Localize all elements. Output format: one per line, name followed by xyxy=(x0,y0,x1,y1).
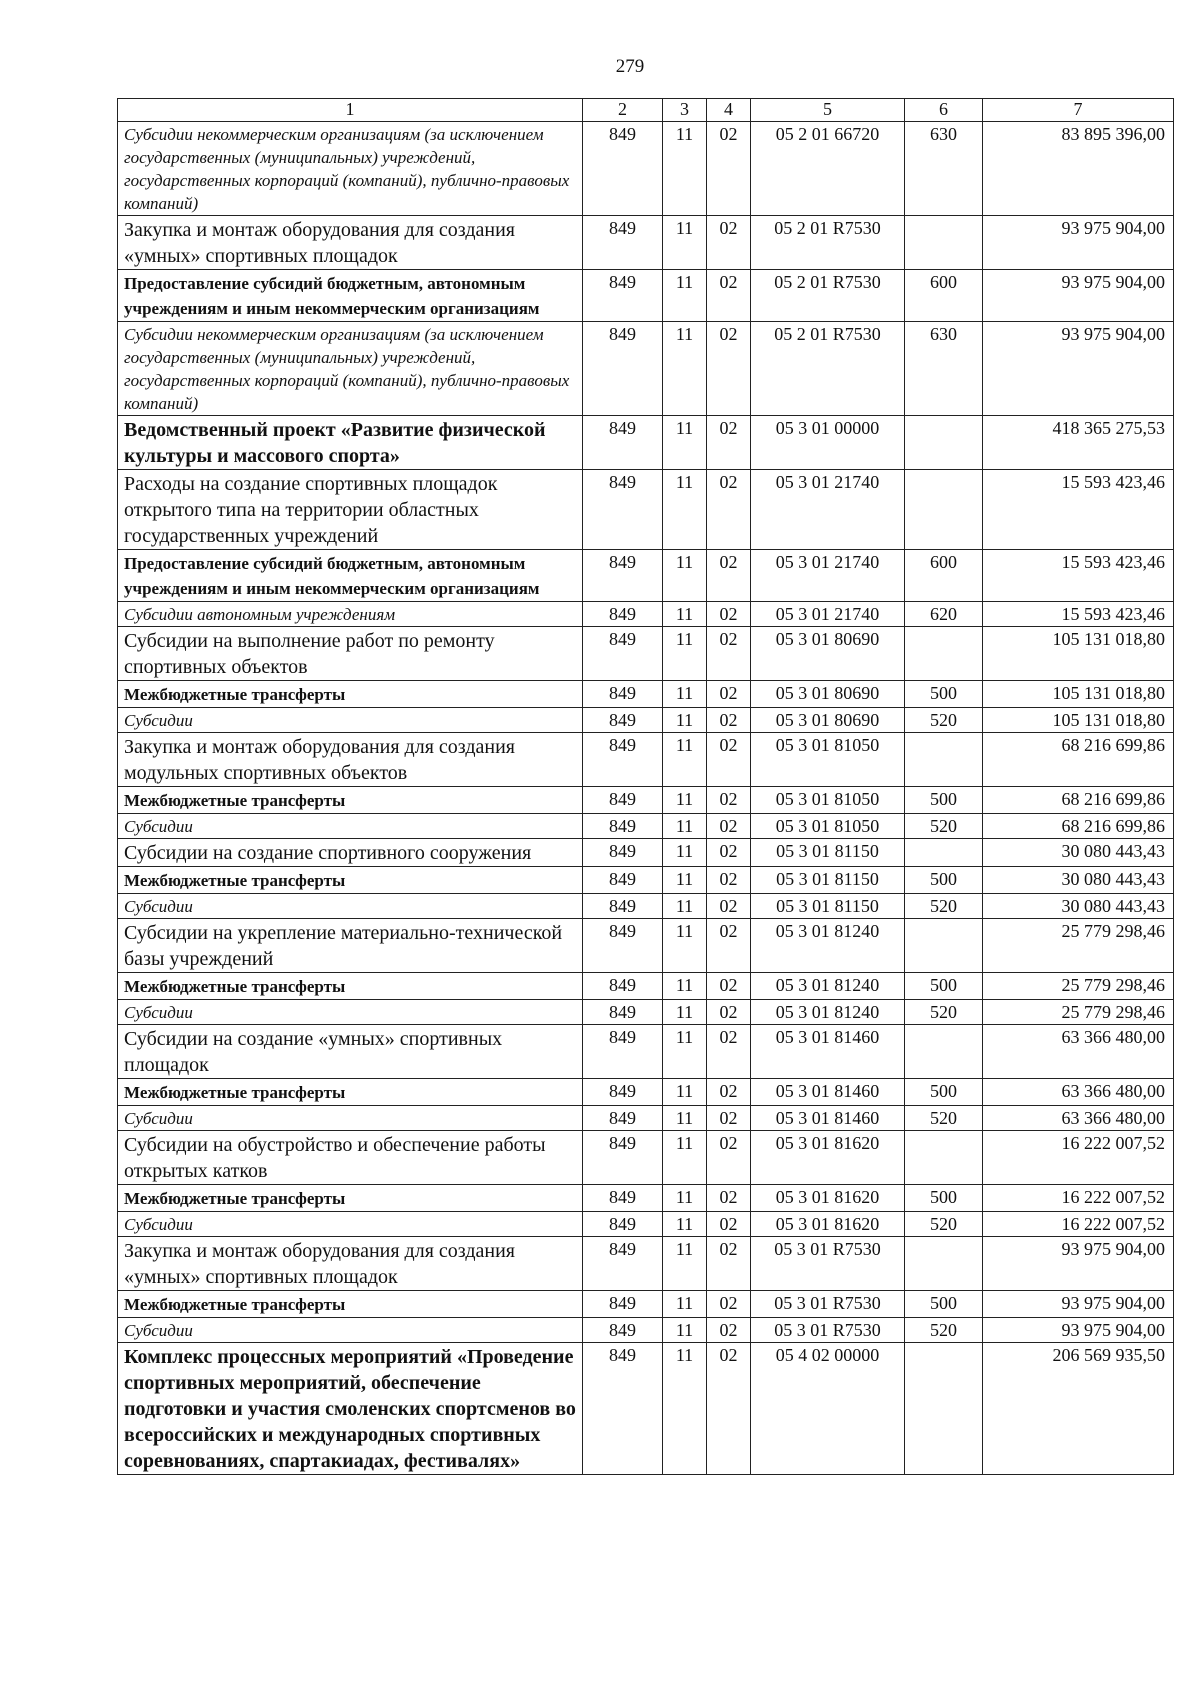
row-section-cell: 11 xyxy=(663,1318,707,1343)
row-expense-type-cell: 500 xyxy=(905,1291,983,1318)
row-expense-type-cell xyxy=(905,1343,983,1475)
row-admin-code-cell: 849 xyxy=(583,1212,663,1237)
row-admin-code-cell: 849 xyxy=(583,122,663,216)
row-section-cell: 11 xyxy=(663,973,707,1000)
row-section-cell: 11 xyxy=(663,1185,707,1212)
row-amount-cell: 15 593 423,46 xyxy=(983,470,1174,550)
row-section-cell: 11 xyxy=(663,1212,707,1237)
row-amount-cell: 93 975 904,00 xyxy=(983,270,1174,322)
row-section-cell: 11 xyxy=(663,814,707,839)
row-admin-code-cell: 849 xyxy=(583,708,663,733)
row-target-article-cell: 05 3 01 81460 xyxy=(751,1025,905,1079)
row-expense-type-cell xyxy=(905,1237,983,1291)
row-target-article-cell: 05 3 01 81050 xyxy=(751,787,905,814)
row-subsection-cell: 02 xyxy=(707,787,751,814)
table-row xyxy=(118,973,1174,1000)
column-header: 3 xyxy=(663,99,707,122)
row-expense-type-cell: 630 xyxy=(905,322,983,416)
row-amount-cell: 105 131 018,80 xyxy=(983,627,1174,681)
row-amount-cell: 16 222 007,52 xyxy=(983,1131,1174,1185)
row-amount-cell: 68 216 699,86 xyxy=(983,787,1174,814)
row-amount-cell: 63 366 480,00 xyxy=(983,1025,1174,1079)
table-row xyxy=(118,787,1174,814)
row-subsection-cell: 02 xyxy=(707,1025,751,1079)
table-row xyxy=(118,1000,1174,1025)
row-target-article-cell: 05 3 01 00000 xyxy=(751,416,905,470)
row-target-article-cell: 05 2 01 R7530 xyxy=(751,216,905,270)
row-name-cell: Субсидии xyxy=(118,814,583,839)
row-amount-cell: 105 131 018,80 xyxy=(983,681,1174,708)
row-name-cell: Предоставление субсидий бюджетным, автономным учреждениям и иным некоммерческим организациям xyxy=(118,270,583,322)
row-target-article-cell: 05 3 01 80690 xyxy=(751,708,905,733)
table-row xyxy=(118,1185,1174,1212)
table-row xyxy=(118,733,1174,787)
row-expense-type-cell xyxy=(905,1131,983,1185)
table-row xyxy=(118,416,1174,470)
page-number: 279 xyxy=(615,56,645,77)
row-name-cell: Межбюджетные трансферты xyxy=(118,1291,583,1318)
row-admin-code-cell: 849 xyxy=(583,681,663,708)
row-subsection-cell: 02 xyxy=(707,814,751,839)
row-subsection-cell: 02 xyxy=(707,1000,751,1025)
row-subsection-cell: 02 xyxy=(707,216,751,270)
table-row xyxy=(118,627,1174,681)
row-subsection-cell: 02 xyxy=(707,867,751,894)
table-header-row xyxy=(118,99,1174,122)
row-section-cell: 11 xyxy=(663,787,707,814)
row-target-article-cell: 05 3 01 81240 xyxy=(751,1000,905,1025)
row-admin-code-cell: 849 xyxy=(583,416,663,470)
row-section-cell: 11 xyxy=(663,1343,707,1475)
row-name-cell: Субсидии xyxy=(118,1000,583,1025)
row-section-cell: 11 xyxy=(663,1237,707,1291)
table-row xyxy=(118,270,1174,322)
row-admin-code-cell: 849 xyxy=(583,733,663,787)
row-amount-cell: 25 779 298,46 xyxy=(983,973,1174,1000)
row-subsection-cell: 02 xyxy=(707,1318,751,1343)
row-target-article-cell: 05 3 01 81240 xyxy=(751,919,905,973)
row-admin-code-cell: 849 xyxy=(583,1000,663,1025)
row-amount-cell: 15 593 423,46 xyxy=(983,602,1174,627)
row-amount-cell: 93 975 904,00 xyxy=(983,1291,1174,1318)
table-row xyxy=(118,1237,1174,1291)
row-admin-code-cell: 849 xyxy=(583,814,663,839)
table-row xyxy=(118,894,1174,919)
table-row xyxy=(118,1212,1174,1237)
row-target-article-cell: 05 3 01 21740 xyxy=(751,470,905,550)
row-name-cell: Межбюджетные трансферты xyxy=(118,867,583,894)
row-expense-type-cell: 520 xyxy=(905,1318,983,1343)
row-expense-type-cell: 520 xyxy=(905,814,983,839)
row-amount-cell: 418 365 275,53 xyxy=(983,416,1174,470)
row-expense-type-cell: 520 xyxy=(905,1106,983,1131)
row-subsection-cell: 02 xyxy=(707,416,751,470)
row-name-cell: Межбюджетные трансферты xyxy=(118,681,583,708)
table-row xyxy=(118,867,1174,894)
row-admin-code-cell: 849 xyxy=(583,602,663,627)
table-row xyxy=(118,1025,1174,1079)
table-row xyxy=(118,1291,1174,1318)
row-section-cell: 11 xyxy=(663,322,707,416)
row-section-cell: 11 xyxy=(663,416,707,470)
row-name-cell: Субсидии xyxy=(118,1106,583,1131)
row-admin-code-cell: 849 xyxy=(583,839,663,867)
row-subsection-cell: 02 xyxy=(707,1079,751,1106)
row-name-cell: Закупка и монтаж оборудования для создания «умных» спортивных площадок xyxy=(118,1237,583,1291)
row-expense-type-cell: 500 xyxy=(905,1185,983,1212)
row-amount-cell: 68 216 699,86 xyxy=(983,814,1174,839)
row-amount-cell: 93 975 904,00 xyxy=(983,322,1174,416)
table-row xyxy=(118,839,1174,867)
row-section-cell: 11 xyxy=(663,122,707,216)
row-target-article-cell: 05 3 01 81240 xyxy=(751,973,905,1000)
row-section-cell: 11 xyxy=(663,681,707,708)
row-expense-type-cell xyxy=(905,216,983,270)
table-row xyxy=(118,322,1174,416)
row-section-cell: 11 xyxy=(663,733,707,787)
row-admin-code-cell: 849 xyxy=(583,216,663,270)
row-name-cell: Субсидии xyxy=(118,708,583,733)
row-expense-type-cell: 600 xyxy=(905,550,983,602)
table-row xyxy=(118,1106,1174,1131)
row-section-cell: 11 xyxy=(663,867,707,894)
row-amount-cell: 68 216 699,86 xyxy=(983,733,1174,787)
row-subsection-cell: 02 xyxy=(707,681,751,708)
table-row xyxy=(118,216,1174,270)
row-target-article-cell: 05 3 01 81620 xyxy=(751,1212,905,1237)
row-section-cell: 11 xyxy=(663,550,707,602)
row-admin-code-cell: 849 xyxy=(583,1185,663,1212)
table-body xyxy=(118,122,1174,1475)
row-expense-type-cell xyxy=(905,733,983,787)
row-target-article-cell: 05 3 01 81150 xyxy=(751,867,905,894)
row-subsection-cell: 02 xyxy=(707,270,751,322)
row-expense-type-cell: 630 xyxy=(905,122,983,216)
row-target-article-cell: 05 3 01 81050 xyxy=(751,814,905,839)
row-section-cell: 11 xyxy=(663,919,707,973)
row-admin-code-cell: 849 xyxy=(583,1237,663,1291)
row-expense-type-cell: 620 xyxy=(905,602,983,627)
row-amount-cell: 93 975 904,00 xyxy=(983,216,1174,270)
row-target-article-cell: 05 2 01 R7530 xyxy=(751,322,905,416)
row-expense-type-cell: 520 xyxy=(905,1212,983,1237)
row-section-cell: 11 xyxy=(663,894,707,919)
row-subsection-cell: 02 xyxy=(707,1212,751,1237)
table-row xyxy=(118,602,1174,627)
table-row xyxy=(118,1131,1174,1185)
row-admin-code-cell: 849 xyxy=(583,1343,663,1475)
row-subsection-cell: 02 xyxy=(707,1237,751,1291)
row-name-cell: Субсидии xyxy=(118,1212,583,1237)
row-target-article-cell: 05 2 01 66720 xyxy=(751,122,905,216)
row-expense-type-cell: 520 xyxy=(905,894,983,919)
row-target-article-cell: 05 3 01 R7530 xyxy=(751,1237,905,1291)
column-header: 1 xyxy=(118,99,583,122)
row-amount-cell: 16 222 007,52 xyxy=(983,1212,1174,1237)
row-expense-type-cell: 500 xyxy=(905,787,983,814)
row-amount-cell: 16 222 007,52 xyxy=(983,1185,1174,1212)
row-section-cell: 11 xyxy=(663,1000,707,1025)
row-admin-code-cell: 849 xyxy=(583,787,663,814)
table-row xyxy=(118,708,1174,733)
row-name-cell: Субсидии xyxy=(118,894,583,919)
row-expense-type-cell xyxy=(905,1025,983,1079)
row-section-cell: 11 xyxy=(663,602,707,627)
row-expense-type-cell: 500 xyxy=(905,1079,983,1106)
row-subsection-cell: 02 xyxy=(707,733,751,787)
row-subsection-cell: 02 xyxy=(707,627,751,681)
row-target-article-cell: 05 3 01 R7530 xyxy=(751,1318,905,1343)
row-section-cell: 11 xyxy=(663,1291,707,1318)
table-row xyxy=(118,1318,1174,1343)
row-admin-code-cell: 849 xyxy=(583,1291,663,1318)
row-target-article-cell: 05 3 01 R7530 xyxy=(751,1291,905,1318)
row-target-article-cell: 05 3 01 21740 xyxy=(751,602,905,627)
row-name-cell: Расходы на создание спортивных площадок открытого типа на территории областных государственных учреждений xyxy=(118,470,583,550)
row-subsection-cell: 02 xyxy=(707,322,751,416)
row-name-cell: Межбюджетные трансферты xyxy=(118,1185,583,1212)
table-row xyxy=(118,1343,1174,1475)
row-section-cell: 11 xyxy=(663,627,707,681)
row-admin-code-cell: 849 xyxy=(583,973,663,1000)
row-amount-cell: 206 569 935,50 xyxy=(983,1343,1174,1475)
row-amount-cell: 93 975 904,00 xyxy=(983,1237,1174,1291)
row-name-cell: Субсидии на обустройство и обеспечение работы открытых катков xyxy=(118,1131,583,1185)
row-subsection-cell: 02 xyxy=(707,1131,751,1185)
column-header: 5 xyxy=(751,99,905,122)
row-expense-type-cell xyxy=(905,470,983,550)
row-name-cell: Ведомственный проект «Развитие физической культуры и массового спорта» xyxy=(118,416,583,470)
row-subsection-cell: 02 xyxy=(707,894,751,919)
row-subsection-cell: 02 xyxy=(707,708,751,733)
row-subsection-cell: 02 xyxy=(707,919,751,973)
row-amount-cell: 25 779 298,46 xyxy=(983,1000,1174,1025)
row-section-cell: 11 xyxy=(663,216,707,270)
row-name-cell: Закупка и монтаж оборудования для создания «умных» спортивных площадок xyxy=(118,216,583,270)
row-amount-cell: 25 779 298,46 xyxy=(983,919,1174,973)
row-section-cell: 11 xyxy=(663,1106,707,1131)
row-admin-code-cell: 849 xyxy=(583,627,663,681)
row-name-cell: Субсидии на создание спортивного сооружения xyxy=(118,839,583,867)
row-expense-type-cell: 500 xyxy=(905,973,983,1000)
row-section-cell: 11 xyxy=(663,270,707,322)
row-amount-cell: 83 895 396,00 xyxy=(983,122,1174,216)
row-subsection-cell: 02 xyxy=(707,602,751,627)
row-name-cell: Субсидии на создание «умных» спортивных площадок xyxy=(118,1025,583,1079)
column-header: 6 xyxy=(905,99,983,122)
row-subsection-cell: 02 xyxy=(707,1291,751,1318)
column-header: 2 xyxy=(583,99,663,122)
row-subsection-cell: 02 xyxy=(707,1343,751,1475)
row-admin-code-cell: 849 xyxy=(583,1106,663,1131)
row-admin-code-cell: 849 xyxy=(583,470,663,550)
row-name-cell: Комплекс процессных мероприятий «Проведение спортивных мероприятий, обеспечение подготовки и участия смоленских спортсменов во всероссийских и международных спортивных соревнованиях, спартакиадах, фестивалях» xyxy=(118,1343,583,1475)
row-target-article-cell: 05 3 01 81620 xyxy=(751,1131,905,1185)
row-target-article-cell: 05 3 01 81050 xyxy=(751,733,905,787)
row-section-cell: 11 xyxy=(663,1025,707,1079)
row-name-cell: Закупка и монтаж оборудования для создания модульных спортивных объектов xyxy=(118,733,583,787)
row-expense-type-cell xyxy=(905,839,983,867)
row-target-article-cell: 05 3 01 81460 xyxy=(751,1079,905,1106)
row-section-cell: 11 xyxy=(663,708,707,733)
row-amount-cell: 30 080 443,43 xyxy=(983,867,1174,894)
row-admin-code-cell: 849 xyxy=(583,1025,663,1079)
row-admin-code-cell: 849 xyxy=(583,270,663,322)
table-row xyxy=(118,681,1174,708)
row-name-cell: Межбюджетные трансферты xyxy=(118,1079,583,1106)
table-row xyxy=(118,1079,1174,1106)
row-target-article-cell: 05 3 01 81150 xyxy=(751,839,905,867)
row-section-cell: 11 xyxy=(663,839,707,867)
row-expense-type-cell xyxy=(905,627,983,681)
row-amount-cell: 63 366 480,00 xyxy=(983,1079,1174,1106)
row-subsection-cell: 02 xyxy=(707,550,751,602)
row-amount-cell: 93 975 904,00 xyxy=(983,1318,1174,1343)
row-name-cell: Межбюджетные трансферты xyxy=(118,973,583,1000)
row-target-article-cell: 05 3 01 80690 xyxy=(751,681,905,708)
row-amount-cell: 63 366 480,00 xyxy=(983,1106,1174,1131)
row-admin-code-cell: 849 xyxy=(583,1318,663,1343)
row-name-cell: Субсидии xyxy=(118,1318,583,1343)
row-admin-code-cell: 849 xyxy=(583,322,663,416)
row-name-cell: Субсидии некоммерческим организациям (за исключением государственных (муниципальных) учреждений, государственных корпораций (компаний), публично-правовых компаний) xyxy=(118,322,583,416)
row-expense-type-cell: 500 xyxy=(905,681,983,708)
row-name-cell: Субсидии на выполнение работ по ремонту спортивных объектов xyxy=(118,627,583,681)
row-expense-type-cell xyxy=(905,919,983,973)
table-row xyxy=(118,919,1174,973)
budget-table xyxy=(117,98,1174,1475)
row-target-article-cell: 05 3 01 81620 xyxy=(751,1185,905,1212)
row-expense-type-cell: 500 xyxy=(905,867,983,894)
row-section-cell: 11 xyxy=(663,1079,707,1106)
row-name-cell: Межбюджетные трансферты xyxy=(118,787,583,814)
row-amount-cell: 15 593 423,46 xyxy=(983,550,1174,602)
row-subsection-cell: 02 xyxy=(707,1106,751,1131)
row-name-cell: Субсидии некоммерческим организациям (за исключением государственных (муниципальных) учреждений, государственных корпораций (компаний), публично-правовых компаний) xyxy=(118,122,583,216)
column-header: 4 xyxy=(707,99,751,122)
row-admin-code-cell: 849 xyxy=(583,1079,663,1106)
row-subsection-cell: 02 xyxy=(707,470,751,550)
row-subsection-cell: 02 xyxy=(707,122,751,216)
row-admin-code-cell: 849 xyxy=(583,894,663,919)
table-row xyxy=(118,470,1174,550)
row-target-article-cell: 05 4 02 00000 xyxy=(751,1343,905,1475)
row-admin-code-cell: 849 xyxy=(583,550,663,602)
row-expense-type-cell xyxy=(905,416,983,470)
row-target-article-cell: 05 3 01 80690 xyxy=(751,627,905,681)
row-subsection-cell: 02 xyxy=(707,839,751,867)
row-expense-type-cell: 520 xyxy=(905,1000,983,1025)
row-amount-cell: 105 131 018,80 xyxy=(983,708,1174,733)
row-subsection-cell: 02 xyxy=(707,1185,751,1212)
row-name-cell: Предоставление субсидий бюджетным, автономным учреждениям и иным некоммерческим организациям xyxy=(118,550,583,602)
row-target-article-cell: 05 3 01 81150 xyxy=(751,894,905,919)
row-admin-code-cell: 849 xyxy=(583,919,663,973)
row-target-article-cell: 05 3 01 81460 xyxy=(751,1106,905,1131)
column-header: 7 xyxy=(983,99,1174,122)
table-row xyxy=(118,122,1174,216)
row-expense-type-cell: 520 xyxy=(905,708,983,733)
row-subsection-cell: 02 xyxy=(707,973,751,1000)
row-target-article-cell: 05 3 01 21740 xyxy=(751,550,905,602)
row-section-cell: 11 xyxy=(663,1131,707,1185)
row-amount-cell: 30 080 443,43 xyxy=(983,894,1174,919)
row-section-cell: 11 xyxy=(663,470,707,550)
row-name-cell: Субсидии на укрепление материально-технической базы учреждений xyxy=(118,919,583,973)
row-amount-cell: 30 080 443,43 xyxy=(983,839,1174,867)
row-target-article-cell: 05 2 01 R7530 xyxy=(751,270,905,322)
row-name-cell: Субсидии автономным учреждениям xyxy=(118,602,583,627)
table-row xyxy=(118,814,1174,839)
row-admin-code-cell: 849 xyxy=(583,1131,663,1185)
row-admin-code-cell: 849 xyxy=(583,867,663,894)
row-expense-type-cell: 600 xyxy=(905,270,983,322)
table-row xyxy=(118,550,1174,602)
